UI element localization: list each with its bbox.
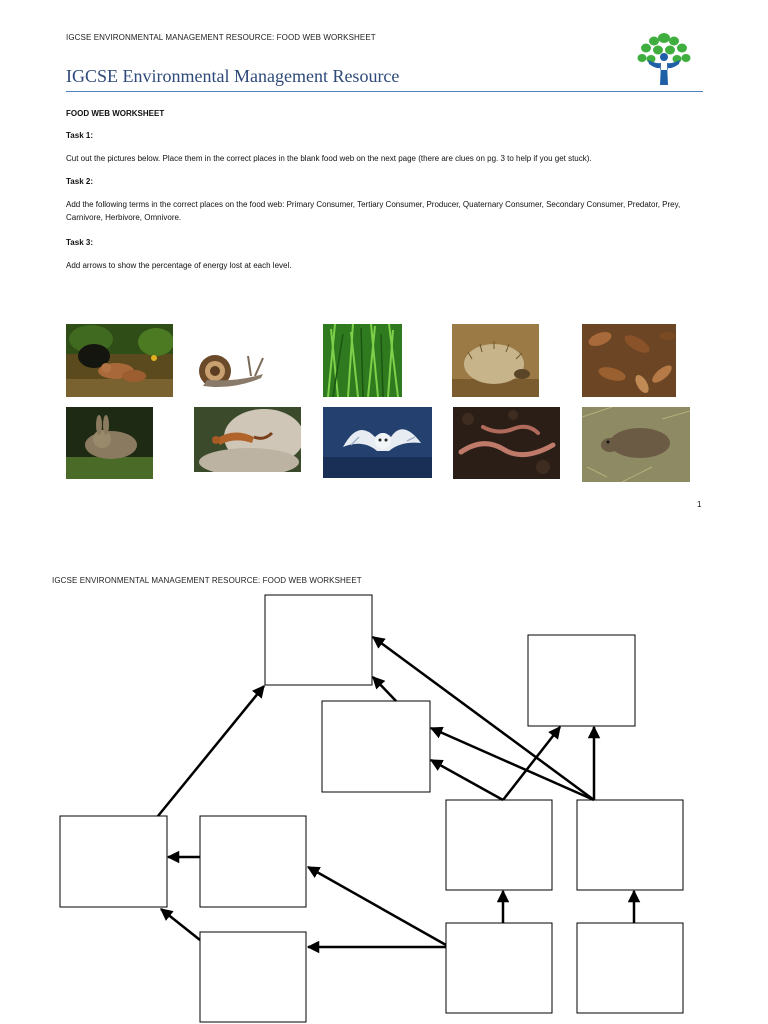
food-web-box-bottom-right[interactable]: [577, 923, 683, 1013]
task2-text: Add the following terms in the correct places on the food web: Primary Consumer, Tertiary Consumer, Producer, Quaternary Consumer, Secondary Consumer, Predator, Prey, Carnivore, Herbivore, Omnivore.: [66, 200, 681, 222]
food-web-arrow: [308, 867, 446, 945]
food-web-box-middle[interactable]: [322, 701, 430, 792]
worksheet-heading: FOOD WEB WORKSHEET: [66, 109, 165, 118]
food-web-arrow: [161, 909, 200, 940]
food-web-arrow: [158, 686, 264, 816]
page-title: IGCSE Environmental Management Resource: [66, 66, 400, 86]
food-web-box-left-center[interactable]: [200, 816, 306, 907]
food-web-arrow: [373, 677, 396, 701]
task2-label: Task 2:: [66, 177, 93, 186]
food-web-box-center-right[interactable]: [446, 800, 552, 890]
task3-label: Task 3:: [66, 238, 93, 247]
food-web-box-bottom-center[interactable]: [446, 923, 552, 1013]
task1-label: Task 1:: [66, 131, 93, 140]
task1-text: Cut out the pictures below. Place them in the correct places in the blank food web on the next page (there are clues on pg. 3 to help if you get stuck).: [66, 154, 592, 163]
food-web-box-left[interactable]: [60, 816, 167, 907]
food-web-box-right[interactable]: [577, 800, 683, 890]
task3-text: Add arrows to show the percentage of energy lost at each level.: [66, 261, 292, 270]
running-header-page2: IGCSE ENVIRONMENTAL MANAGEMENT RESOURCE: FOOD WEB WORKSHEET: [52, 576, 362, 585]
running-header: IGCSE ENVIRONMENTAL MANAGEMENT RESOURCE: FOOD WEB WORKSHEET: [66, 33, 376, 42]
food-web-arrow: [431, 760, 503, 800]
food-web-box-top[interactable]: [265, 595, 372, 685]
food-web-box-bottom-left[interactable]: [200, 932, 306, 1022]
food-web-box-upper-right[interactable]: [528, 635, 635, 726]
page-number: 1: [697, 500, 702, 509]
